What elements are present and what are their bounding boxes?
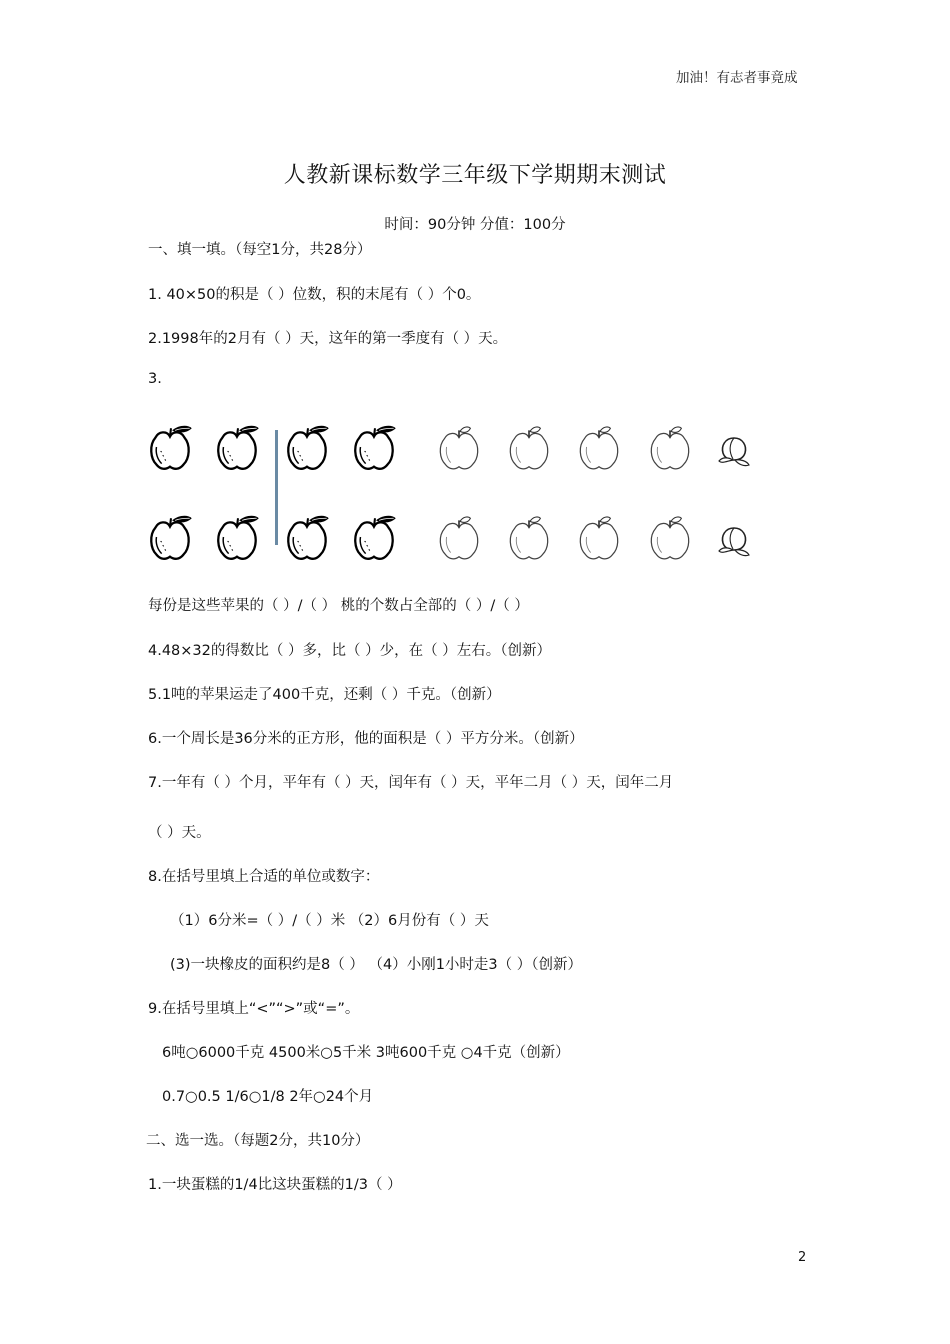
question-1-6: 6.一个周长是36分米的正方形，他的面积是（ ）平方分米。（创新） <box>148 731 584 747</box>
apple-outline-icon <box>502 424 556 472</box>
apple-outline-icon <box>432 514 486 562</box>
page-title: 人教新课标数学三年级下学期期末测试 <box>283 163 667 188</box>
question-1-5: 5.1吨的苹果运走了400千克，还剩（ ）千克。（创新） <box>148 687 501 703</box>
question-1-9: 9.在括号里填上“<”“>”或“=”。 <box>148 1001 360 1017</box>
section-2-heading: 二、选一选。（每题2分，共10分） <box>146 1133 370 1149</box>
apple-outline-icon <box>572 424 626 472</box>
apple-outline-icon <box>643 514 697 562</box>
apple-icon <box>144 514 198 562</box>
group-divider <box>275 430 278 545</box>
question-1-4: 4.48×32的得数比（ ）多，比（ ）少，在（ ）左右。（创新） <box>148 643 551 659</box>
apple-icon <box>281 424 335 472</box>
apple-outline-icon <box>432 424 486 472</box>
header-motto: 加油！有志者事竟成 <box>676 70 798 86</box>
question-1-7-line-1: 7.一年有（ ）个月，平年有（ ）天，闰年有（ ）天，平年二月（ ）天，闰年二月 <box>148 775 674 791</box>
question-1-8: 8.在括号里填上合适的单位或数字： <box>148 869 380 885</box>
question-1-3-text: 每份是这些苹果的（ ）/（ ） 桃的个数占全部的（ ）/（ ） <box>148 598 529 614</box>
apple-icon <box>211 424 265 472</box>
apple-outline-icon <box>643 424 697 472</box>
apple-icon <box>144 424 198 472</box>
question-1-2: 2.1998年的2月有（ ）天，这年的第一季度有（ ）天。 <box>148 331 508 347</box>
apple-outline-icon <box>572 514 626 562</box>
page-number: 2 <box>798 1250 807 1265</box>
question-1-9-line-1: 6吨○6000千克 4500米○5千米 3吨600千克 ○4千克（创新） <box>162 1045 570 1061</box>
peach-icon <box>714 430 754 470</box>
apple-outline-icon <box>502 514 556 562</box>
peach-icon <box>714 520 754 560</box>
question-1-8-line-1: （1）6分米=（ ）/（ ）米 （2）6月份有（ ）天 <box>170 913 489 929</box>
apple-icon <box>348 514 402 562</box>
section-1-heading: 一、填一填。（每空1分，共28分） <box>148 242 372 258</box>
apple-icon <box>281 514 335 562</box>
apple-icon <box>211 514 265 562</box>
apple-icon <box>348 424 402 472</box>
exam-info: 时间：90分钟 分值：100分 <box>384 217 566 233</box>
question-1-9-line-2: 0.7○0.5 1/6○1/8 2年○24个月 <box>162 1089 374 1105</box>
question-1-7-line-2: （ ）天。 <box>148 825 211 841</box>
question-1-8-line-2: (3)一块橡皮的面积约是8（ ） （4）小刚1小时走3（ ）（创新） <box>170 957 583 973</box>
question-1-3: 3. <box>148 371 162 387</box>
question-1-1: 1. 40×50的积是（ ）位数，积的末尾有（ ）个0。 <box>148 287 481 303</box>
question-2-1: 1.一块蛋糕的1/4比这块蛋糕的1/3（ ） <box>148 1177 402 1193</box>
